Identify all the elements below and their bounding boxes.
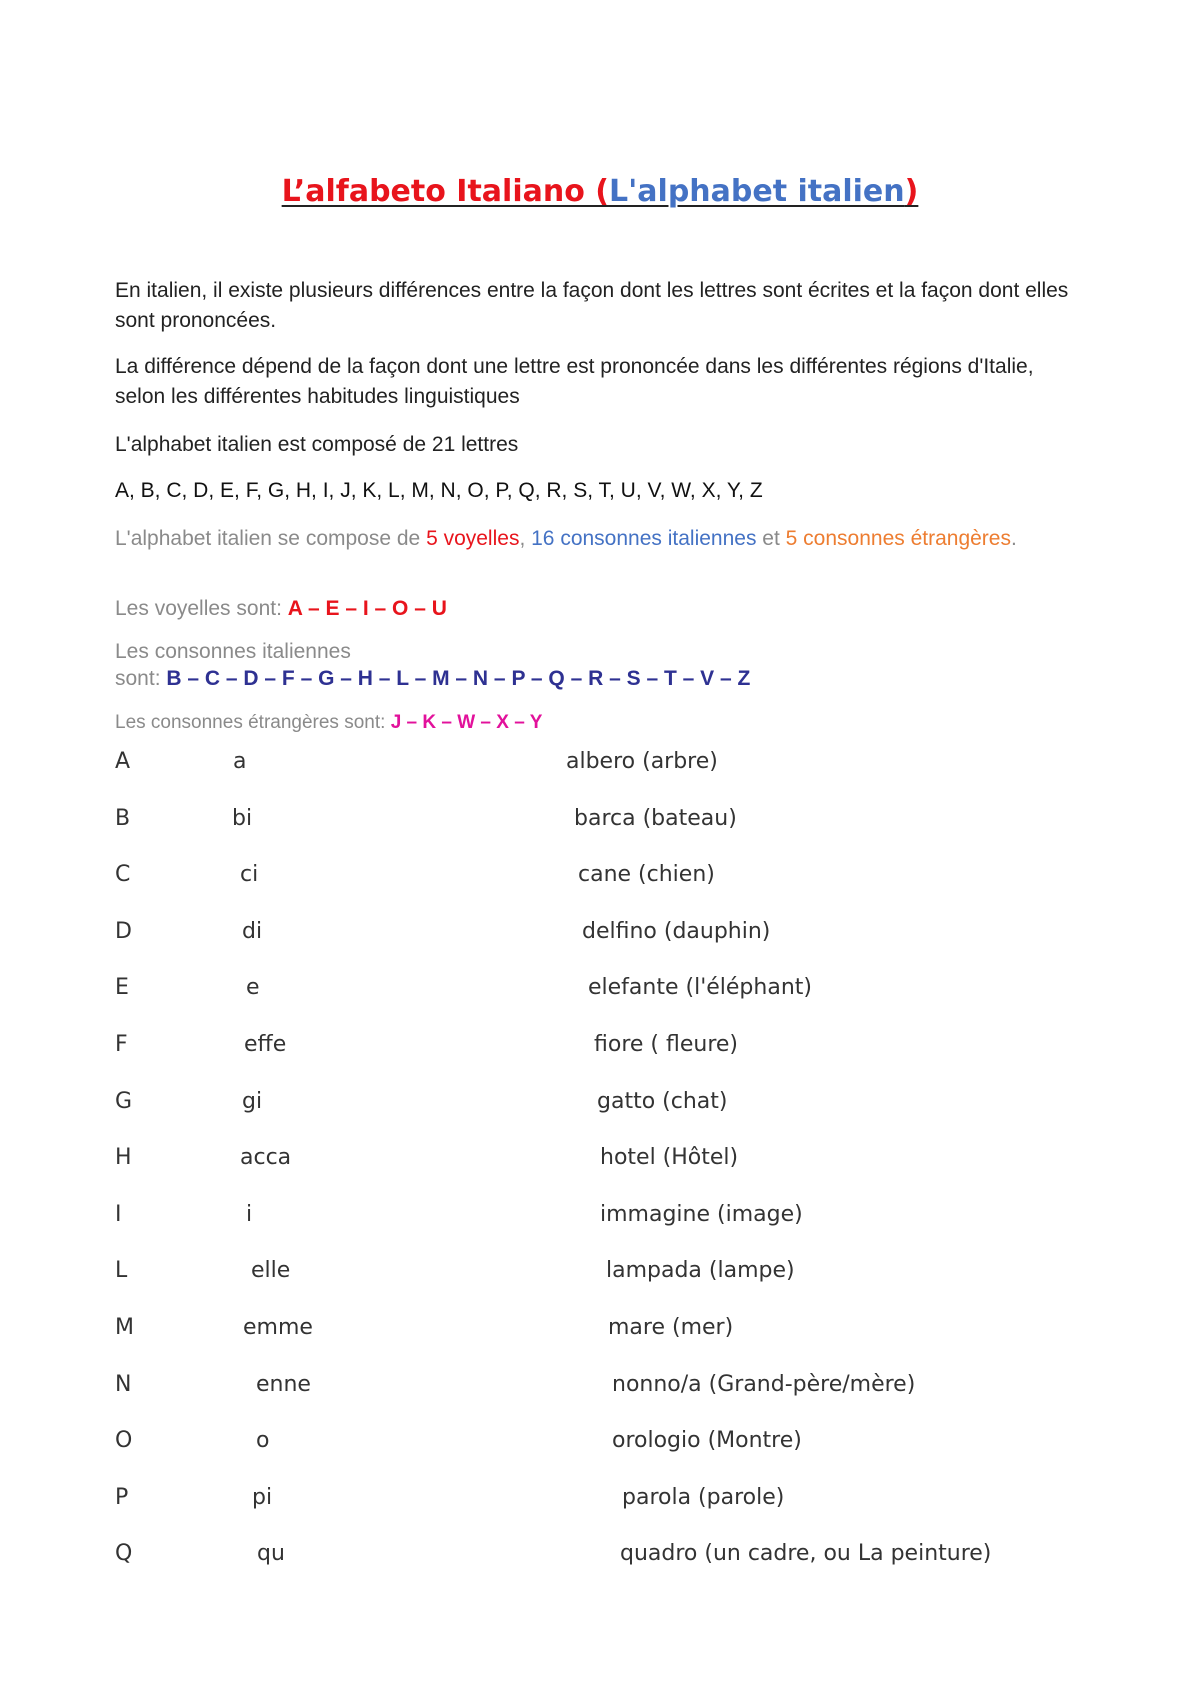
composition-italian-consonants: 16 consonnes italiennes <box>531 527 757 550</box>
composition-sep-2: et <box>756 527 786 550</box>
example-cell: orologio (Montre) <box>612 1428 802 1453</box>
vowels-line <box>115 594 1075 624</box>
table-row <box>0 855 1200 895</box>
letter-cell: P <box>115 1485 129 1510</box>
letter-name-cell: i <box>246 1202 253 1227</box>
consonants-list: B – C – D – F – G – H – L – M – N – P – Q – R – S – T – V – Z <box>166 667 751 690</box>
page-title <box>0 172 1200 212</box>
letter-cell: O <box>115 1428 133 1453</box>
example-cell: cane (chien) <box>578 862 715 887</box>
table-row <box>0 1195 1200 1235</box>
example-cell: barca (bateau) <box>574 806 737 831</box>
letter-name-cell: di <box>242 919 263 944</box>
letter-name-cell: bi <box>232 806 253 831</box>
letter-cell: M <box>115 1315 134 1340</box>
composition-sep-1: , <box>519 527 532 550</box>
letter-cell: C <box>115 862 131 887</box>
alphabet-letters-text: A, B, C, D, E, F, G, H, I, J, K, L, M, N, O, P, Q, R, S, T, U, V, W, X, Y, Z <box>115 479 763 502</box>
table-row <box>0 1308 1200 1348</box>
letter-cell: B <box>115 806 131 831</box>
consonants-label-2: sont: <box>115 667 167 690</box>
example-cell: fiore ( fleure) <box>594 1032 738 1057</box>
example-cell: hotel (Hôtel) <box>600 1145 739 1170</box>
example-cell: nonno/a (Grand-père/mère) <box>612 1372 916 1397</box>
composition-paragraph <box>115 524 1075 554</box>
letter-cell: E <box>115 975 129 1000</box>
foreign-list: J – K – W – X – Y <box>390 712 543 733</box>
table-row <box>0 1478 1200 1518</box>
letter-cell: F <box>115 1032 128 1057</box>
letter-cell: A <box>115 749 131 774</box>
foreign-label: Les consonnes étrangères sont: <box>115 712 391 733</box>
letter-name-cell: pi <box>252 1485 273 1510</box>
example-cell: gatto (chat) <box>597 1089 728 1114</box>
example-cell: lampada (lampe) <box>606 1258 795 1283</box>
letter-name-cell: gi <box>242 1089 263 1114</box>
table-row <box>0 1421 1200 1461</box>
letter-cell: N <box>115 1372 132 1397</box>
table-row <box>0 799 1200 839</box>
alphabet-letters <box>115 476 1075 506</box>
foreign-consonants-line <box>115 708 1075 738</box>
letter-cell: Q <box>115 1541 133 1566</box>
letter-name-cell: emme <box>243 1315 313 1340</box>
table-row <box>0 1025 1200 1065</box>
letter-name-cell: qu <box>257 1541 285 1566</box>
example-cell: mare (mer) <box>608 1315 734 1340</box>
letter-cell: H <box>115 1145 132 1170</box>
letter-cell: D <box>115 919 132 944</box>
table-row <box>0 1251 1200 1291</box>
table-row <box>0 968 1200 1008</box>
table-row <box>0 1534 1200 1574</box>
intro-paragraph-1: En italien, il existe plusieurs différences entre la façon dont les lettres sont écrites et la façon dont elles sont prononcées. <box>115 279 1069 332</box>
example-cell: albero (arbre) <box>566 749 718 774</box>
consonants-label-1: Les consonnes italiennes <box>115 640 351 663</box>
example-cell: parola (parole) <box>622 1485 785 1510</box>
letter-cell: G <box>115 1089 133 1114</box>
example-cell: elefante (l'éléphant) <box>588 975 812 1000</box>
table-row <box>0 1082 1200 1122</box>
letter-name-cell: effe <box>244 1032 287 1057</box>
table-row <box>0 1138 1200 1178</box>
vowels-list: A – E – I – O – U <box>287 597 447 620</box>
consonants-line <box>115 638 1075 692</box>
letter-cell: L <box>115 1258 128 1283</box>
title-french: L'alphabet italien <box>608 174 905 209</box>
table-row <box>0 1365 1200 1405</box>
composition-foreign-consonants: 5 consonnes étrangères <box>785 527 1011 550</box>
intro-paragraph-3: L'alphabet italien est composé de 21 lettres <box>115 433 519 456</box>
example-cell: quadro (un cadre, ou La peinture) <box>620 1541 992 1566</box>
title-close-paren: ) <box>904 174 919 209</box>
example-cell: immagine (image) <box>600 1202 803 1227</box>
vowels-label: Les voyelles sont: <box>115 597 288 620</box>
letter-name-cell: a <box>233 749 247 774</box>
composition-vowels: 5 voyelles <box>426 527 520 550</box>
letter-name-cell: e <box>246 975 260 1000</box>
intro-paragraph-2: La différence dépend de la façon dont une lettre est prononcée dans les différentes régions d'Italie, selon les différentes habitudes linguistiques <box>115 355 1034 408</box>
letter-name-cell: ci <box>240 862 259 887</box>
letter-name-cell: elle <box>251 1258 291 1283</box>
letter-cell: I <box>115 1202 122 1227</box>
letter-name-cell: acca <box>240 1145 292 1170</box>
letter-name-cell: o <box>256 1428 270 1453</box>
title-italian: L’alfabeto Italiano ( <box>281 174 609 209</box>
letter-name-cell: enne <box>256 1372 311 1397</box>
example-cell: delfino (dauphin) <box>582 919 771 944</box>
composition-suffix: . <box>1010 527 1017 550</box>
table-row <box>0 912 1200 952</box>
table-row <box>0 742 1200 782</box>
composition-prefix: L'alphabet italien se compose de <box>115 527 427 550</box>
